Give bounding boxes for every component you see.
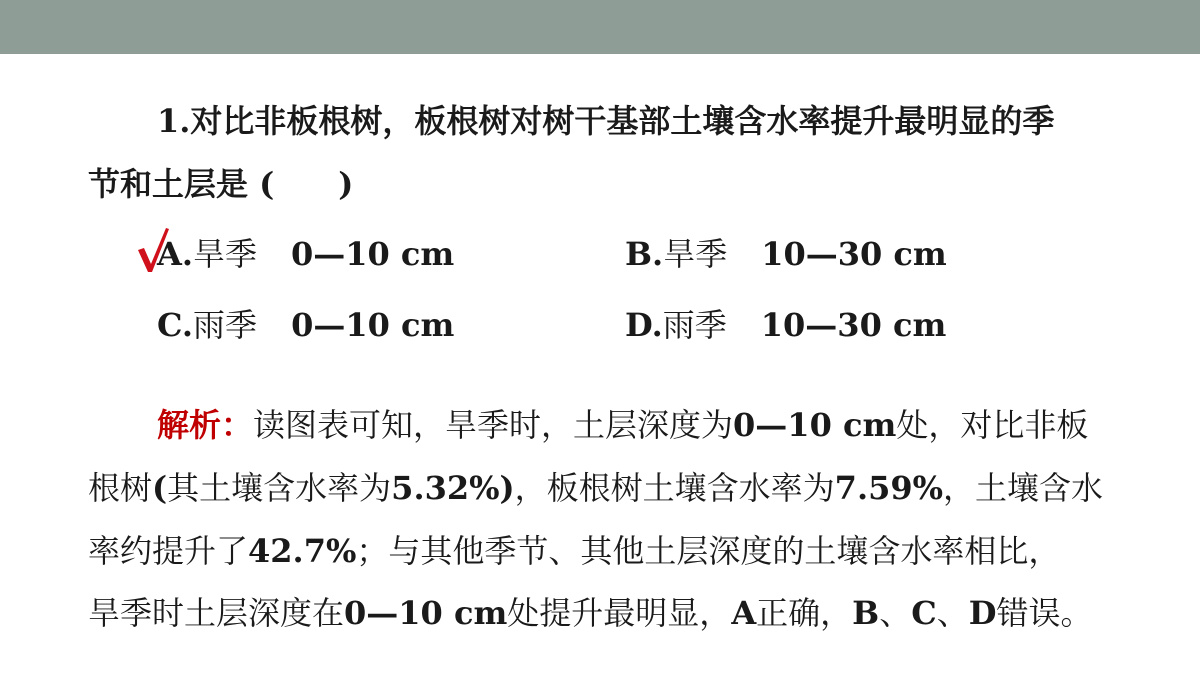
option-c-season: 雨季 bbox=[193, 306, 258, 344]
option-a-letter: A. bbox=[157, 235, 193, 273]
option-c[interactable] bbox=[157, 305, 454, 345]
analysis-text: ，板根树土壤含水率为 bbox=[514, 469, 835, 507]
question-text-line-2: 节和土层是 ( ) bbox=[88, 165, 354, 203]
analysis-line-3 bbox=[88, 531, 1060, 571]
option-c-range: 0—10 cm bbox=[291, 306, 455, 344]
analysis-number: D bbox=[968, 594, 997, 632]
analysis-number: ( bbox=[152, 469, 168, 507]
analysis-number: 42.7% bbox=[248, 532, 357, 570]
analysis-text: 、 bbox=[879, 594, 912, 632]
analysis-line-4 bbox=[88, 593, 1092, 633]
analysis-text: 根树 bbox=[88, 469, 153, 507]
analysis-text: 其土壤含水率为 bbox=[167, 469, 392, 507]
top-banner-bar bbox=[0, 0, 1200, 54]
analysis-number: C bbox=[911, 594, 937, 632]
analysis-text: 读图表可知，旱季时，土层深度为 bbox=[253, 406, 734, 444]
analysis-text: 率约提升了 bbox=[88, 532, 249, 570]
analysis-text: ，土壤含水 bbox=[943, 469, 1104, 507]
analysis-number: B bbox=[852, 594, 880, 632]
analysis-text: 、 bbox=[936, 594, 969, 632]
analysis-number: 7.59% bbox=[834, 469, 944, 507]
option-b-letter: B. bbox=[625, 235, 664, 273]
option-c-letter: C. bbox=[157, 306, 194, 344]
option-b[interactable] bbox=[625, 234, 947, 274]
analysis-number: A bbox=[731, 594, 757, 632]
option-d-season: 雨季 bbox=[662, 306, 727, 344]
analysis-text: ；与其他季节、其他土层深度的土壤含水率相比， bbox=[356, 532, 1061, 570]
analysis-line-1 bbox=[157, 405, 1088, 445]
option-d[interactable] bbox=[625, 305, 946, 345]
option-a-season: 旱季 bbox=[192, 235, 257, 273]
analysis-text: 旱季时土层深度在 bbox=[88, 594, 345, 632]
analysis-text: 处，对比非板 bbox=[896, 406, 1089, 444]
analysis-number: 0—10 cm bbox=[733, 406, 897, 444]
analysis-number: 0—10 cm bbox=[344, 594, 508, 632]
option-d-range: 10—30 cm bbox=[760, 306, 947, 344]
option-d-letter: D. bbox=[625, 306, 663, 344]
option-b-season: 旱季 bbox=[663, 235, 728, 273]
option-b-range: 10—30 cm bbox=[761, 235, 947, 273]
analysis-text: 处提升最明显， bbox=[507, 594, 732, 632]
analysis-text: 正确， bbox=[756, 594, 853, 632]
option-a[interactable] bbox=[157, 234, 454, 274]
analysis-line-2 bbox=[88, 468, 1103, 508]
analysis-number: 5.32%) bbox=[391, 469, 515, 507]
question-text-line-1: 1.对比非板根树，板根树对树干基部土壤含水率提升最明显的季 bbox=[157, 102, 1055, 140]
analysis-text: 错误。 bbox=[996, 594, 1093, 632]
option-a-range: 0—10 cm bbox=[290, 235, 455, 273]
analysis-label: 解析： bbox=[157, 406, 254, 444]
